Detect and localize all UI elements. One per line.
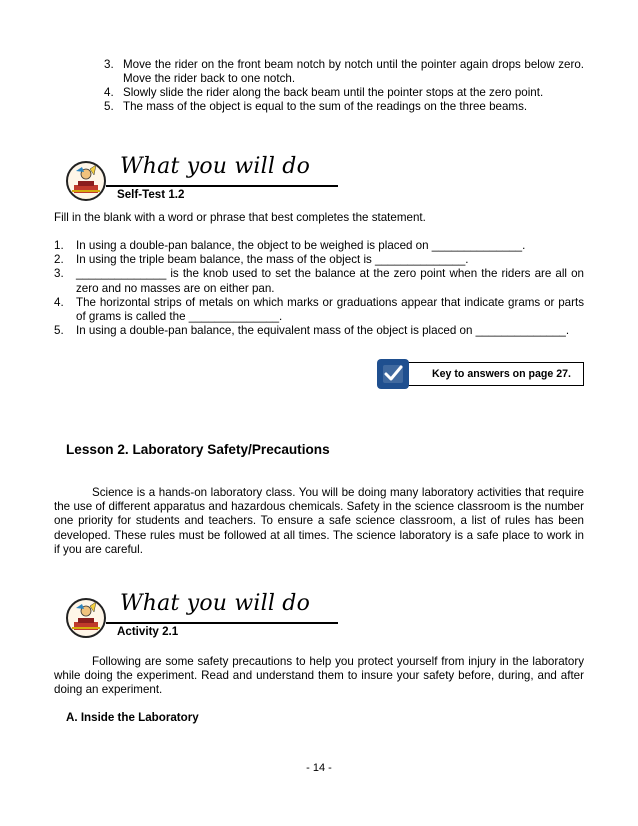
- section-subheading: Self-Test 1.2: [117, 188, 185, 201]
- answer-key-box: [388, 362, 584, 386]
- step-text: The mass of the object is equal to the sum of the readings on the three beams.: [123, 100, 528, 113]
- question-number: 1.: [54, 239, 64, 252]
- list-item: [104, 58, 584, 86]
- lesson-paragraph: Science is a hands-on laboratory class. You will be doing many laboratory activities that require the use of different apparatus and hazardous chemicals. Safety in the science classroom is the number one priority for students and teachers. To ensure a safe science classroom, a list of rules has been developed. These rules must be followed at all times. The science laboratory is a safe place to work in if you are careful.: [54, 486, 584, 556]
- list-item: [104, 100, 584, 114]
- step-text: Move the rider on the front beam notch by notch until the pointer again drops below zero. Move the rider back to one notch.: [123, 58, 584, 85]
- step-text: Slowly slide the rider along the back beam until the pointer stops at the zero point.: [123, 86, 544, 99]
- list-item: [54, 267, 584, 295]
- question-text: In using a double-pan balance, the equivalent mass of the object is placed on ______________.: [76, 324, 570, 338]
- question-number: 5.: [54, 324, 64, 338]
- heading-underline: [106, 185, 338, 187]
- question-number: 2.: [54, 253, 64, 267]
- scientist-lab-icon: [66, 598, 106, 638]
- question-text: In using a double-pan balance, the object to be weighed is placed on ______________.: [76, 239, 526, 252]
- list-item: [54, 253, 584, 267]
- list-item: [54, 296, 584, 324]
- question-text: ______________ is the knob used to set the balance at the zero point when the riders are all on zero and no masses are on either pan.: [76, 267, 584, 295]
- list-item: [54, 324, 584, 338]
- checkmark-icon: [377, 359, 409, 389]
- section-subheading: Activity 2.1: [117, 625, 179, 638]
- step-number: 3.: [104, 58, 114, 71]
- question-text: The horizontal strips of metals on which marks or graduations appear that indicate grams or parts of grams is called the ______________.: [76, 295, 584, 324]
- list-item: [54, 239, 584, 253]
- lesson-title: Lesson 2. Laboratory Safety/Precautions: [66, 442, 330, 457]
- heading-underline: [106, 622, 338, 624]
- question-number: 3.: [54, 267, 64, 281]
- step-number: 4.: [104, 86, 114, 99]
- question-text: In using the triple beam balance, the mass of the object is ______________.: [76, 253, 469, 267]
- activity-paragraph: Following are some safety precautions to help you protect yourself from injury in the laboratory while doing the experiment. Read and understand them to insure your safety before, during, and after doing an experiment.: [54, 655, 584, 697]
- question-list: [54, 239, 584, 338]
- instructions: Fill in the blank with a word or phrase that best completes the statement.: [54, 211, 426, 224]
- procedure-steps: [104, 58, 584, 114]
- page-number: - 14 -: [306, 762, 332, 774]
- scientist-lab-icon: [66, 161, 106, 201]
- subsection-heading: A. Inside the Laboratory: [66, 711, 199, 724]
- section-heading: What you will do: [120, 154, 311, 179]
- section-heading: What you will do: [120, 591, 311, 616]
- question-number: 4.: [54, 295, 64, 309]
- list-item: [104, 86, 584, 100]
- step-number: 5.: [104, 100, 114, 113]
- section-header-activity: [66, 591, 326, 647]
- section-header-self-test: [66, 154, 326, 210]
- answer-key-text: Key to answers on page 27.: [432, 368, 571, 380]
